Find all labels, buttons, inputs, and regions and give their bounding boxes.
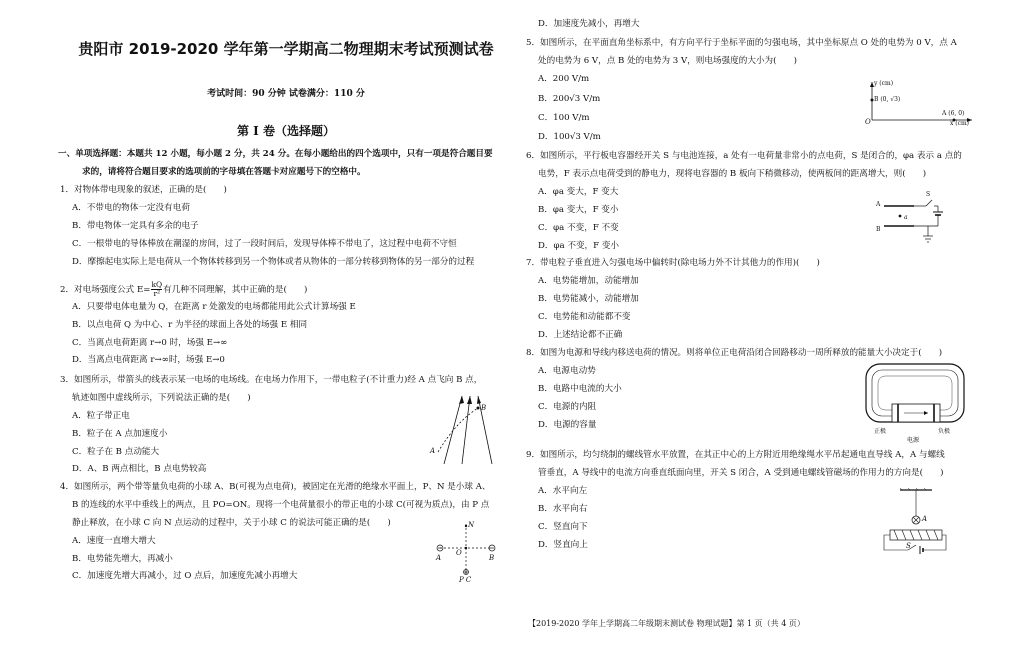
q8-circuit-figure (862, 360, 968, 436)
q4-option-d: D．加速度先减小，再增大 (538, 19, 640, 29)
q8-option-d: D．电源的容量 (538, 420, 597, 430)
q6-option-c: C．φa 不变，F 不变 (538, 223, 619, 233)
q2-stem-post: 有几种不同理解，其中正确的是( ) (163, 285, 308, 295)
q4-option-c: C．加速度先增大再减小，过 O 点后，加速度先减小再增大 (72, 571, 298, 581)
q4-stem-line3: 静止释放，在小球 C 向 N 点运动的过程中，关于小球 C 的说法可能正确的是( ) (72, 518, 391, 528)
q6-figure-label-point-a: a (904, 214, 908, 221)
q7-option-a: A．电势能增加，动能增加 (538, 276, 639, 286)
q7-stem: 7．带电粒子垂直进入匀强电场中偏转时(除电场力外不计其他力的作用)( ) (526, 258, 820, 268)
q2-formula-denominator: r² (153, 289, 161, 298)
part-intro-line2: 求的，请将符合题目要求的选项前的字母填在答题卡对应题号下的空格中。 (82, 167, 366, 177)
q2-option-b: B．以点电荷 Q 为中心、r 为半径的球面上各处的场强 E 相同 (72, 320, 308, 330)
q1-option-a: A．不带电的物体一定没有电荷 (72, 203, 190, 213)
section-title: 第 I 卷（选择题） (237, 124, 335, 138)
q5-option-b: B．200√3 V/m (538, 94, 601, 104)
q5-figure-label-x: x (cm) (950, 120, 970, 127)
q9-option-a: A．水平向左 (538, 486, 588, 496)
q7-option-b: B．电势能减小，动能增加 (538, 294, 639, 304)
q6-capacitor-figure (874, 192, 948, 250)
q2-formula (151, 281, 162, 298)
q8-option-b: B．电路中电流的大小 (538, 384, 622, 394)
q6-option-a: A．φa 变大，F 变大 (538, 187, 619, 197)
q6-stem-line2: 电势，F 表示点电荷受到的静电力，现将电容器的 B 板向下稍微移动，使两板间的距离增大，则( ) (538, 169, 927, 179)
q4-charges-figure (430, 518, 502, 582)
q3-figure-label-a: A (430, 447, 436, 455)
q3-option-d: D．A、B 两点相比，B 点电势较高 (72, 464, 207, 474)
q1-option-b: B．带电物体一定具有多余的电子 (72, 221, 199, 231)
q5-figure-label-a: A (6, 0) (942, 110, 965, 117)
q9-option-c: C．竖直向下 (538, 522, 588, 532)
q4-figure-label-n: N (468, 521, 475, 529)
q2-option-c: C．当离点电荷距离 r→0 时，场强 E→∞ (72, 338, 228, 348)
q9-figure-label-s: S (906, 542, 911, 550)
q7-option-c: C．电势能和动能都不变 (538, 312, 631, 322)
q3-stem-line2: 轨迹如图中虚线所示，下列说法正确的是( ) (72, 393, 251, 403)
q5-option-c: C．100 V/m (538, 113, 590, 123)
q9-option-d: D．竖直向上 (538, 540, 588, 550)
q4-figure-label-a: A (436, 554, 442, 562)
q1-option-d: D．摩擦起电实际上是电荷从一个物体转移到另一个物体或者从物体的一部分转移到物体的另一部分的过程 (72, 257, 475, 267)
q8-option-c: C．电源的内阻 (538, 402, 597, 412)
q5-stem-line1: 5．如图所示，在平面直角坐标系中，有方向平行于坐标平面的匀强电场，其中坐标原点 O 处的电势为 0 V，点 A (526, 38, 957, 48)
page-title: 贵阳市 2019-2020 学年第一学期高二物理期末考试预测试卷 (78, 40, 494, 58)
q2-stem-pre: 2．对电场强度公式 E= (60, 285, 151, 295)
q5-option-d: D．100√3 V/m (538, 132, 601, 142)
q8-option-a: A．电源电动势 (538, 366, 596, 376)
q8-figure-label-source: 电源 (907, 437, 920, 444)
q7-option-d: D．上述结论都不正确 (538, 330, 623, 340)
q2-stem (60, 281, 307, 298)
q8-figure-label-negative: 负极 (938, 428, 951, 435)
q6-figure-label-s: S (926, 191, 931, 198)
q8-figure-label-positive: 正极 (874, 428, 887, 435)
q6-figure-label-b: B (876, 226, 881, 233)
q9-figure-label-a: A (922, 515, 928, 523)
q4-option-a: A．速度一直增大增大 (72, 536, 156, 546)
q9-option-b: B．水平向右 (538, 504, 588, 514)
q6-option-d: D．φa 不变，F 变小 (538, 241, 620, 251)
q3-option-c: C．粒子在 B 点动能大 (72, 447, 160, 457)
page-footer: 【2019-2020 学年上学期高二年级期末测试卷 物理试题】第 1 页（共 4 页） (528, 619, 805, 628)
q6-option-b: B．φa 变大，F 变小 (538, 205, 619, 215)
q3-figure-label-b: B (481, 404, 487, 412)
q5-stem-line2: 处的电势为 6 V，点 B 处的电势为 3 V，则电场强度的大小为( ) (538, 56, 798, 66)
q3-option-a: A．粒子带正电 (72, 411, 130, 421)
q4-figure-label-pc: P C (459, 576, 472, 584)
q2-option-a: A．只要带电体电量为 Q，在距离 r 处激发的电场都能用此公式计算场强 E (72, 302, 356, 312)
q3-stem-line1: 3．如图所示，带箭头的线表示某一电场的电场线。在电场力作用下，一带电粒子(不计重力)经 A 点飞向 B 点， (60, 375, 483, 385)
q9-stem-line2: 管垂直，A 导线中的电流方向垂直纸面向里，开关 S 闭合，A 受到通电螺线管磁场的作用力的方向是( ) (538, 468, 944, 478)
q5-figure-label-b: B (0, √3) (874, 96, 901, 103)
q5-option-a: A．200 V/m (538, 74, 590, 84)
q9-solenoid-figure (880, 488, 950, 560)
q5-figure-label-y: y (cm) (874, 80, 894, 87)
q5-figure-label-o: O (865, 118, 871, 126)
q1-option-c: C．一根带电的导体棒放在潮湿的房间，过了一段时间后，发现导体棒不带电了，这过程中电荷不守恒 (72, 239, 457, 249)
q1-stem: 1．对物体带电现象的叙述，正确的是( ) (60, 185, 227, 195)
q9-stem-line1: 9．如图所示，均匀绕制的螺线管水平放置，在其正中心的上方附近用绝缘绳水平吊起通电直导线 A，A 与螺线 (526, 450, 945, 460)
q4-stem-line1: 4．如图所示，两个带等量负电荷的小球 A、B(可视为点电荷)，被固定在光滑的绝缘水平面上，P、N 是小球 A、 (60, 482, 491, 492)
q6-stem-line1: 6．如图所示，平行板电容器经开关 S 与电池连接，a 处有一电荷量非常小的点电荷，S 是闭合的，φa 表示 a 点的 (526, 151, 962, 161)
q2-formula-numerator: kQ (151, 280, 163, 289)
q8-stem: 8．如图为电源和导线内移送电荷的情况。则将单位正电荷沿闭合回路移动一周所释放的能量大小决定于( ) (526, 348, 943, 358)
q4-option-b: B．电势能先增大，再减小 (72, 554, 173, 564)
q3-option-b: B．粒子在 A 点加速度小 (72, 429, 168, 439)
q6-figure-label-a: A (876, 201, 881, 208)
q4-figure-label-b: B (489, 554, 495, 562)
q4-stem-line2: B 的连线的水平中垂线上的两点，且 PO=ON。现将一个电荷量很小的带正电的小球 C(可视为质点)，由 P 点 (72, 500, 490, 510)
q4-figure-label-o: O (456, 549, 462, 557)
part-intro-line1: 一、单项选择题：本题共 12 小题，每小题 2 分，共 24 分。在每小题给出的四个选项中，只有一项是符合题目要 (58, 149, 493, 159)
exam-info: 考试时间：90 分钟 试卷满分：110 分 (207, 89, 365, 99)
q2-option-d: D．当离点电荷距离 r→∞时，场强 E→0 (72, 355, 225, 365)
